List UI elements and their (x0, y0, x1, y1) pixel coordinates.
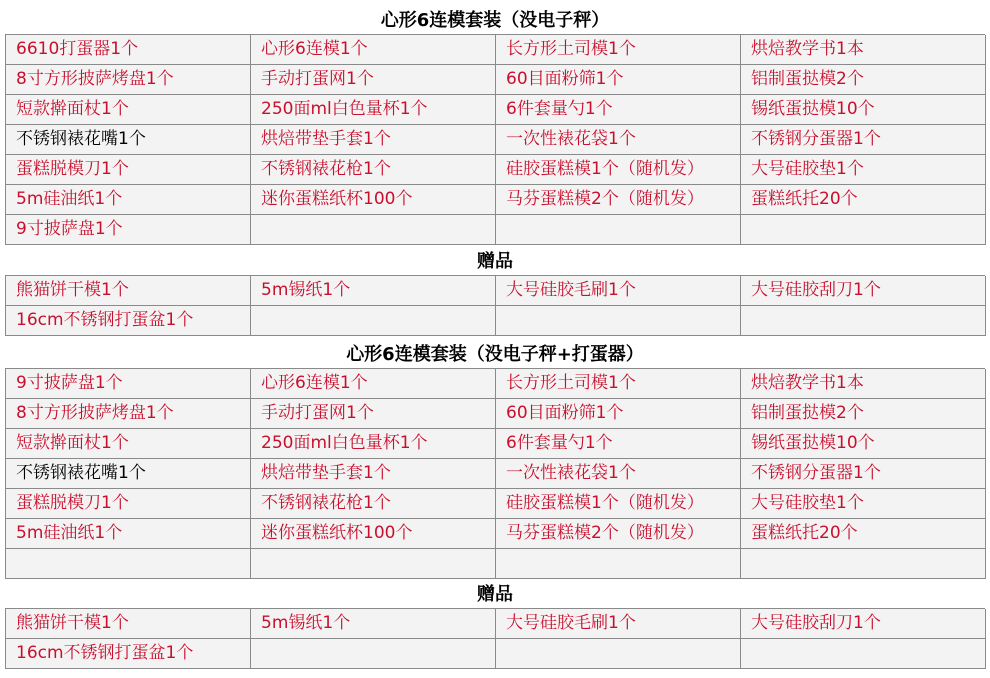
table-cell: 5m硅油纸1个 (6, 185, 251, 215)
section-title-set-1: 心形6连模套装（没电子秤） (380, 10, 610, 31)
empty-cell (741, 549, 986, 579)
empty-cell (251, 215, 496, 245)
table-cell: 大号硅胶垫1个 (741, 155, 986, 185)
table-cell: 硅胶蛋糕模1个（随机发） (496, 489, 741, 519)
section-title-set-2: 心形6连模套装（没电子秤+打蛋器） (346, 344, 644, 365)
table-cell: 硅胶蛋糕模1个（随机发） (496, 155, 741, 185)
table-cell: 锡纸蛋挞模10个 (741, 429, 986, 459)
table-cell: 长方形土司模1个 (496, 369, 741, 399)
table-cell: 心形6连模1个 (251, 369, 496, 399)
items-table-set-1 (5, 34, 985, 245)
table-cell: 16cm不锈钢打蛋盆1个 (6, 306, 251, 336)
table-cell: 250面ml白色量杯1个 (251, 429, 496, 459)
table-cell: 锡纸蛋挞模10个 (741, 95, 986, 125)
table-cell: 烘焙教学书1本 (741, 35, 986, 65)
table-cell: 60目面粉筛1个 (496, 399, 741, 429)
table-cell: 铝制蛋挞模2个 (741, 65, 986, 95)
table-cell: 烘焙教学书1本 (741, 369, 986, 399)
table-cell: 手动打蛋网1个 (251, 399, 496, 429)
table-cell: 短款擀面杖1个 (6, 429, 251, 459)
gifts-table-2 (5, 608, 985, 669)
table-cell: 迷你蛋糕纸杯100个 (251, 519, 496, 549)
empty-cell (251, 306, 496, 336)
table-cell: 烘焙带垫手套1个 (251, 125, 496, 155)
table-cell: 9寸披萨盘1个 (6, 369, 251, 399)
empty-cell (741, 215, 986, 245)
table-cell: 8寸方形披萨烤盘1个 (6, 65, 251, 95)
gifts-table-1 (5, 275, 985, 336)
table-cell: 大号硅胶刮刀1个 (741, 276, 986, 306)
table-cell: 5m硅油纸1个 (6, 519, 251, 549)
table-cell: 长方形土司模1个 (496, 35, 741, 65)
empty-cell (251, 549, 496, 579)
table-cell: 熊猫饼干模1个 (6, 609, 251, 639)
table-cell: 大号硅胶刮刀1个 (741, 609, 986, 639)
empty-cell (6, 549, 251, 579)
table-cell: 250面ml白色量杯1个 (251, 95, 496, 125)
table-cell: 6610打蛋器1个 (6, 35, 251, 65)
table-cell: 蛋糕脱模刀1个 (6, 155, 251, 185)
table-cell: 5m锡纸1个 (251, 609, 496, 639)
table-cell: 不锈钢裱花枪1个 (251, 489, 496, 519)
table-cell: 6件套量勺1个 (496, 429, 741, 459)
table-cell: 8寸方形披萨烤盘1个 (6, 399, 251, 429)
table-cell: 短款擀面杖1个 (6, 95, 251, 125)
items-table-set-2 (5, 368, 985, 579)
table-cell: 大号硅胶毛刷1个 (496, 609, 741, 639)
table-cell: 蛋糕纸托20个 (741, 519, 986, 549)
table-cell: 马芬蛋糕模2个（随机发） (496, 185, 741, 215)
table-cell: 60目面粉筛1个 (496, 65, 741, 95)
table-cell: 9寸披萨盘1个 (6, 215, 251, 245)
table-cell: 一次性裱花袋1个 (496, 459, 741, 489)
table-cell: 大号硅胶毛刷1个 (496, 276, 741, 306)
section-title-gifts-1: 赠品 (477, 251, 513, 272)
empty-cell (496, 639, 741, 669)
table-cell: 马芬蛋糕模2个（随机发） (496, 519, 741, 549)
table-cell: 铝制蛋挞模2个 (741, 399, 986, 429)
table-cell: 迷你蛋糕纸杯100个 (251, 185, 496, 215)
table-cell: 不锈钢分蛋器1个 (741, 459, 986, 489)
table-cell: 不锈钢裱花枪1个 (251, 155, 496, 185)
empty-cell (251, 639, 496, 669)
table-cell: 5m锡纸1个 (251, 276, 496, 306)
table-cell: 蛋糕脱模刀1个 (6, 489, 251, 519)
table-cell: 蛋糕纸托20个 (741, 185, 986, 215)
empty-cell (496, 215, 741, 245)
table-cell: 不锈钢裱花嘴1个 (6, 125, 251, 155)
empty-cell (741, 639, 986, 669)
empty-cell (496, 549, 741, 579)
empty-cell (496, 306, 741, 336)
table-cell: 16cm不锈钢打蛋盆1个 (6, 639, 251, 669)
table-cell: 心形6连模1个 (251, 35, 496, 65)
table-cell: 烘焙带垫手套1个 (251, 459, 496, 489)
table-cell: 大号硅胶垫1个 (741, 489, 986, 519)
table-cell: 一次性裱花袋1个 (496, 125, 741, 155)
table-cell: 熊猫饼干模1个 (6, 276, 251, 306)
table-cell: 不锈钢裱花嘴1个 (6, 459, 251, 489)
empty-cell (741, 306, 986, 336)
table-cell: 6件套量勺1个 (496, 95, 741, 125)
table-cell: 手动打蛋网1个 (251, 65, 496, 95)
table-cell: 不锈钢分蛋器1个 (741, 125, 986, 155)
section-title-gifts-2: 赠品 (477, 584, 513, 605)
